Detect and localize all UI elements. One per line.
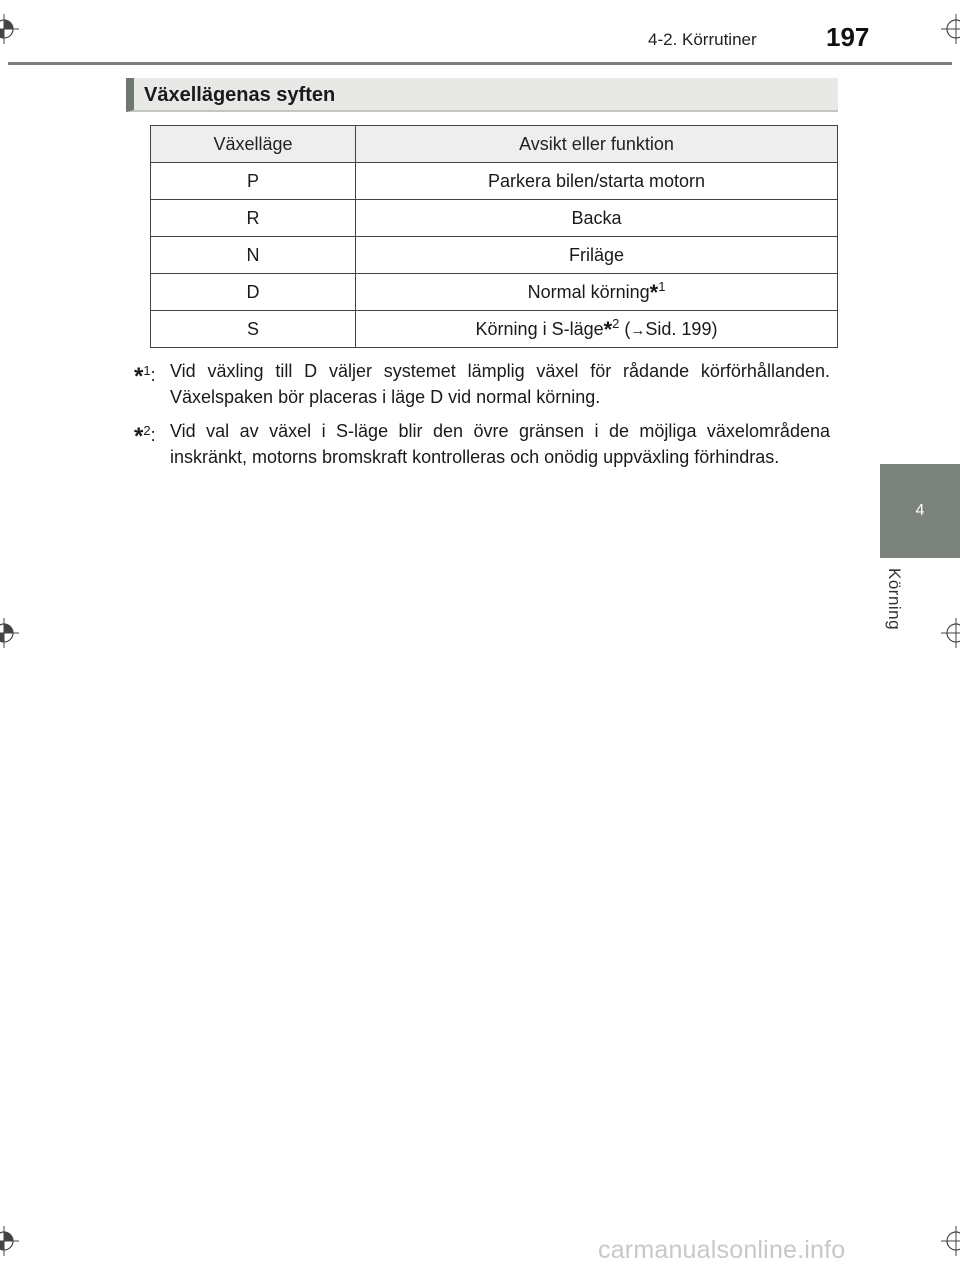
chapter-tab[interactable] bbox=[880, 464, 960, 558]
footnote-text: Vid val av växel i S-läge blir den övre gränsen i de möjliga växelområdena inskränkt, motorns bromskraft kontrolleras och onödig uppväxling förhindras. bbox=[170, 421, 830, 467]
footnote-star: * bbox=[603, 316, 613, 342]
page-number: 197 bbox=[826, 22, 870, 52]
footnote-number: 2 bbox=[143, 423, 151, 438]
page-ref-link[interactable]: Sid. 199) bbox=[645, 318, 718, 339]
header-section-title: 4-2. Körrutiner bbox=[648, 30, 757, 49]
footnote-ref: 1 bbox=[658, 278, 666, 294]
gear-purpose-text: Friläge bbox=[568, 244, 625, 265]
gear-purpose bbox=[356, 311, 838, 348]
registration-mark-mid-right bbox=[941, 618, 960, 648]
gear-purpose-text: Backa bbox=[571, 207, 622, 228]
footnote-star: * bbox=[649, 279, 659, 305]
footnote-ref: 2 bbox=[612, 315, 620, 331]
footnote-2 bbox=[134, 418, 830, 470]
gear-purpose bbox=[356, 163, 838, 200]
footnote-number: 1 bbox=[143, 363, 151, 378]
section-title: Växellägenas syften bbox=[126, 78, 838, 112]
registration-mark-mid-left bbox=[0, 618, 19, 648]
gear-purpose-text: Normal körning bbox=[527, 281, 650, 302]
footnote-marker bbox=[134, 418, 156, 450]
registration-mark-bottom-right bbox=[941, 1226, 960, 1256]
gear-position-table bbox=[150, 125, 838, 348]
footnote-text: Vid växling till D väljer systemet lämplig växel för rådande körförhållanden. Växelspaken bör placeras i läge D vid normal körning. bbox=[170, 361, 830, 407]
chapter-label: Körning bbox=[885, 568, 904, 631]
footnote-marker bbox=[134, 358, 156, 390]
gear-position: D bbox=[151, 274, 356, 311]
footnote-colon: : bbox=[150, 425, 156, 445]
column-header-gear: Växelläge bbox=[151, 126, 356, 163]
gear-purpose bbox=[356, 237, 838, 274]
table-header-row bbox=[151, 126, 838, 163]
footnote-star: * bbox=[134, 363, 144, 390]
page-ref-open: ( bbox=[619, 318, 631, 339]
registration-mark-top-left bbox=[0, 14, 19, 44]
table-row bbox=[151, 237, 838, 274]
gear-position: N bbox=[151, 237, 356, 274]
footnote-1 bbox=[134, 358, 830, 410]
table-row bbox=[151, 163, 838, 200]
watermark: carmanualsonline.info bbox=[598, 1236, 846, 1264]
chapter-number: 4 bbox=[915, 502, 925, 519]
footnote-star: * bbox=[134, 423, 144, 450]
gear-purpose-text: Parkera bilen/starta motorn bbox=[487, 170, 706, 191]
table-row bbox=[151, 274, 838, 311]
gear-purpose bbox=[356, 274, 838, 311]
gear-purpose-text: Körning i S-läge bbox=[475, 318, 604, 339]
table-row bbox=[151, 311, 838, 348]
header-rule bbox=[8, 62, 952, 65]
arrow-right-icon: → bbox=[630, 321, 646, 339]
footnote-colon: : bbox=[150, 365, 156, 385]
column-header-purpose: Avsikt eller funktion bbox=[356, 126, 838, 163]
gear-purpose bbox=[356, 200, 838, 237]
gear-position: R bbox=[151, 200, 356, 237]
table-row bbox=[151, 200, 838, 237]
registration-mark-top-right bbox=[941, 14, 960, 44]
registration-mark-bottom-left bbox=[0, 1226, 19, 1256]
gear-position: P bbox=[151, 163, 356, 200]
gear-position: S bbox=[151, 311, 356, 348]
